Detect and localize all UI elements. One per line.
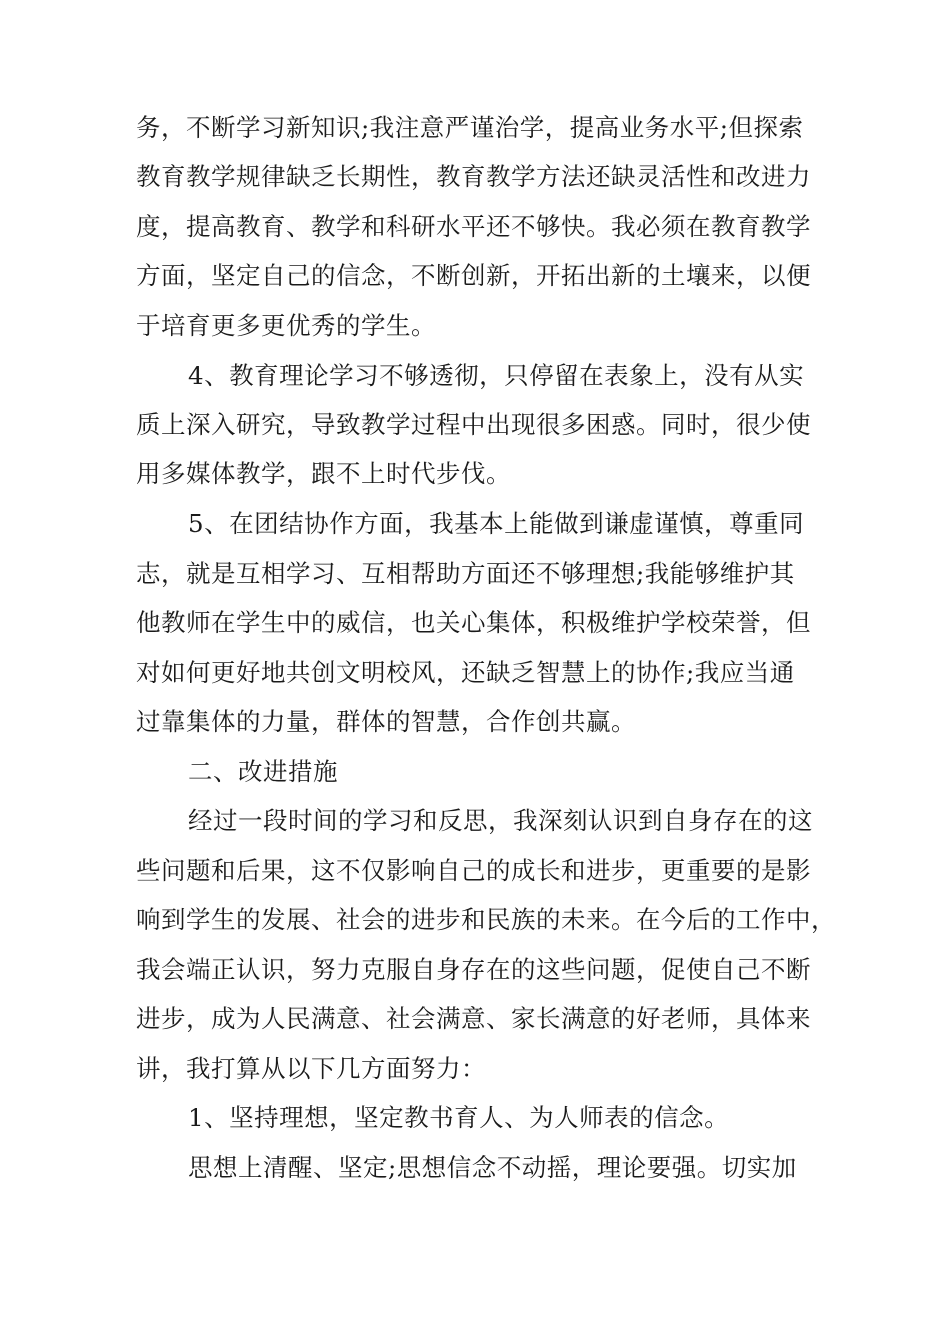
text-line: 讲，我打算从以下几方面努力： — [136, 1054, 486, 1083]
text-line: 思想上清醒、坚定;思想信念不动摇，理论要强。切实加 — [188, 1153, 797, 1182]
text-line: 度，提高教育、教学和科研水平还不够快。我必须在教育教学 — [136, 212, 811, 241]
text-line: 1、坚持理想，坚定教书育人、为人师表的信念。 — [188, 1103, 730, 1132]
text-line: 些问题和后果，这不仅影响自己的成长和进步，更重要的是影 — [136, 856, 811, 885]
text-line: 志，就是互相学习、互相帮助方面还不够理想;我能够维护其 — [136, 559, 795, 588]
text-line: 经过一段时间的学习和反思，我深刻认识到自身存在的这 — [188, 806, 813, 835]
text-line: 方面，坚定自己的信念，不断创新，开拓出新的土壤来，以便 — [136, 261, 811, 290]
section-heading: 二、改进措施 — [188, 757, 338, 786]
text-line: 进步，成为人民满意、社会满意、家长满意的好老师，具体来 — [136, 1004, 811, 1033]
text-line: 过靠集体的力量，群体的智慧，合作创共赢。 — [136, 707, 636, 736]
text-line: 务，不断学习新知识;我注意严谨治学，提高业务水平;但探索 — [136, 113, 804, 142]
text-line: 于培育更多更优秀的学生。 — [136, 311, 436, 340]
text-line: 响到学生的发展、社会的进步和民族的未来。在今后的工作中， — [136, 905, 836, 934]
text-line: 用多媒体教学，跟不上时代步伐。 — [136, 459, 511, 488]
text-line: 对如何更好地共创文明校风，还缺乏智慧上的协作;我应当通 — [136, 658, 795, 687]
text-line: 4、教育理论学习不够透彻，只停留在表象上，没有从实 — [188, 361, 805, 390]
text-line: 质上深入研究，导致教学过程中出现很多困惑。同时，很少使 — [136, 410, 811, 439]
text-line: 5、在团结协作方面，我基本上能做到谦虚谨慎，尊重同 — [188, 509, 805, 538]
text-line: 他教师在学生中的威信，也关心集体，积极维护学校荣誉，但 — [136, 608, 811, 637]
text-line: 我会端正认识，努力克服自身存在的这些问题，促使自己不断 — [136, 955, 811, 984]
text-line: 教育教学规律缺乏长期性，教育教学方法还缺灵活性和改进力 — [136, 162, 811, 191]
